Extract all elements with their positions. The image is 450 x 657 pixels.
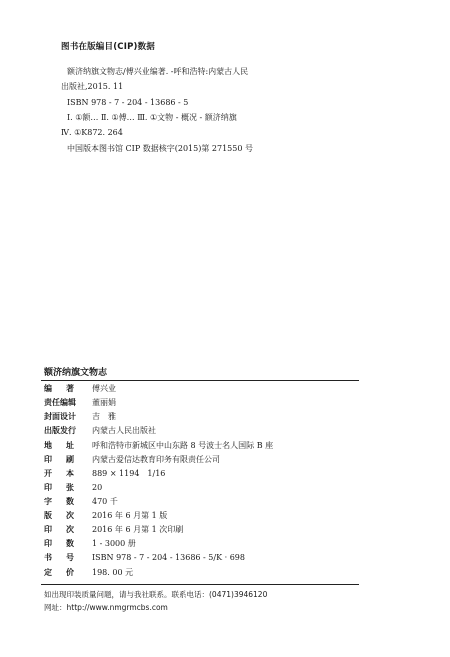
pub-value: 1 - 3000 册 (92, 539, 136, 548)
pub-label: 印 张 (44, 483, 74, 492)
cip-line: 出版社,2015. 11 (61, 82, 124, 91)
pub-label: 定 价 (44, 568, 74, 577)
pub-value: 傅兴业 (92, 384, 116, 393)
footer-website: 网址：http://www.nmgrmcbs.com (44, 603, 168, 612)
cip-header: 图书在版编目(CIP)数据 (61, 42, 156, 52)
pub-label: 封面设计 (44, 412, 76, 421)
pub-value: 198. 00 元 (92, 568, 134, 577)
book-title: 额济纳旗文物志 (44, 368, 108, 378)
pub-label: 版 次 (44, 511, 74, 520)
pub-label: 印 刷 (44, 455, 74, 464)
pub-label: 出版发行 (44, 426, 76, 435)
pub-value: ISBN 978 - 7 - 204 - 13686 - 5/K · 698 (92, 553, 245, 562)
pub-value: 2016 年 6 月第 1 版 (92, 511, 168, 520)
cip-line: Ⅰ. ①额… Ⅱ. ①傅… Ⅲ. ①文物 - 概况 - 额济纳旗 (67, 113, 237, 122)
pub-label: 编 著 (44, 384, 74, 393)
pub-label: 开 本 (44, 469, 74, 478)
pub-value: 呼和浩特市新城区中山东路 8 号波士名人国际 B 座 (92, 441, 274, 450)
cip-line: ISBN 978 - 7 - 204 - 13686 - 5 (67, 98, 189, 107)
pub-label: 印 次 (44, 525, 74, 534)
pub-value: 20 (92, 483, 103, 492)
pub-label: 责任编辑 (44, 398, 76, 407)
pub-value: 内蒙古爱信达教育印务有限责任公司 (92, 455, 220, 464)
pub-value: 内蒙古人民出版社 (92, 426, 156, 435)
pub-value: 470 千 (92, 497, 118, 506)
divider-top (41, 380, 359, 381)
cip-line: 额济纳旗文物志/傅兴业编著. -呼和浩特:内蒙古人民 (67, 67, 249, 76)
footer-notice: 如出现印装质量问题，请与我社联系。联系电话：(0471)3946120 (44, 590, 268, 599)
pub-value: 董丽娟 (92, 398, 116, 407)
pub-label: 字 数 (44, 497, 74, 506)
pub-value: 吉 雅 (92, 412, 116, 421)
divider-bottom (41, 584, 359, 585)
pub-value: 889 × 1194 1/16 (92, 469, 166, 478)
pub-value: 2016 年 6 月第 1 次印刷 (92, 525, 184, 534)
cip-line: Ⅳ. ①K872. 264 (61, 128, 123, 137)
pub-label: 地 址 (44, 441, 74, 450)
cip-line: 中国版本图书馆 CIP 数据核字(2015)第 271550 号 (67, 144, 253, 153)
pub-label: 印 数 (44, 539, 74, 548)
pub-label: 书 号 (44, 553, 74, 562)
